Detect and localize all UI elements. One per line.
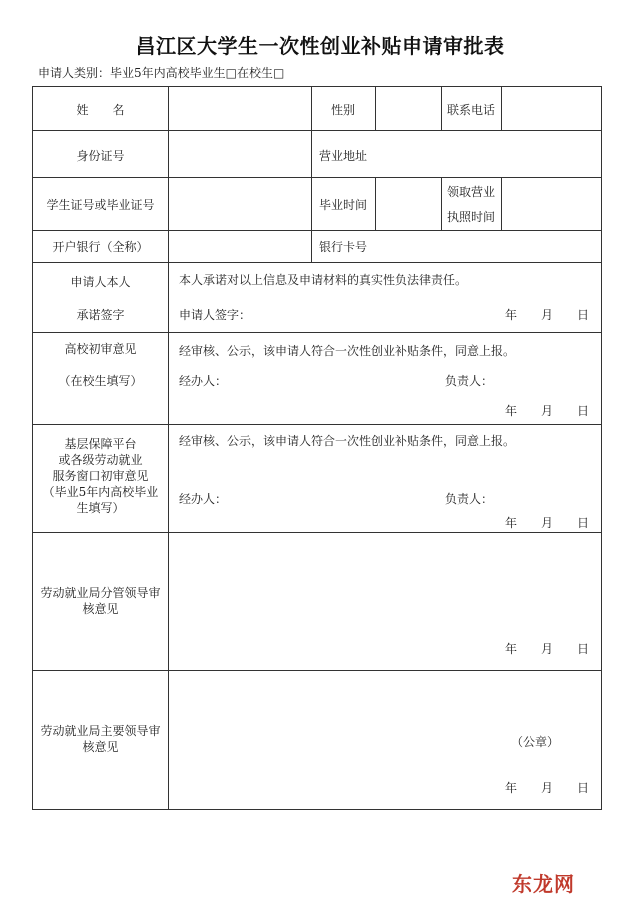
grassroots-review-label: 基层保障平台 或各级劳动就业 服务窗口初审意见 （毕业5年内高校毕业 生填写） bbox=[42, 437, 159, 515]
grassroots-handler-field[interactable]: 经办人： bbox=[179, 492, 228, 506]
name-label: 姓 名 bbox=[76, 103, 125, 117]
school-responsible-field[interactable]: 负责人： bbox=[445, 374, 494, 388]
pledge-date: 年 月 日 bbox=[505, 308, 590, 322]
bank-label: 开户银行（全称） bbox=[52, 240, 149, 254]
bureau-deputy-review-date: 年 月 日 bbox=[505, 642, 590, 656]
page-title: 昌江区大学生一次性创业补贴申请审批表 bbox=[135, 34, 505, 58]
row-divider bbox=[33, 230, 601, 231]
bureau-deputy-review-label: 劳动就业局分管领导审核意见 bbox=[40, 586, 161, 616]
row-divider bbox=[33, 177, 601, 178]
license-time-label-line1: 领取营业 bbox=[446, 185, 495, 199]
grassroots-review-date: 年 月 日 bbox=[505, 516, 590, 530]
student-no-label: 学生证号或毕业证号 bbox=[46, 198, 155, 212]
applicant-type-line[interactable]: 申请人类别：毕业5年内高校毕业生□在校生□ bbox=[38, 66, 285, 80]
pledge-label-line2: 承诺签字 bbox=[76, 308, 125, 322]
row-divider bbox=[33, 532, 601, 533]
col-divider bbox=[168, 87, 169, 809]
phone-label: 联系电话 bbox=[446, 103, 495, 117]
col-divider bbox=[375, 177, 376, 230]
row-divider bbox=[33, 262, 601, 263]
site-watermark: 东龙网 bbox=[512, 872, 575, 896]
col-divider bbox=[501, 177, 502, 230]
gender-label: 性别 bbox=[330, 103, 355, 117]
pledge-label-line1: 申请人本人 bbox=[70, 275, 131, 289]
row-divider bbox=[33, 670, 601, 671]
school-review-date: 年 月 日 bbox=[505, 404, 590, 418]
pledge-statement: 本人承诺对以上信息及申请材料的真实性负法律责任。 bbox=[179, 273, 468, 287]
grassroots-responsible-field[interactable]: 负责人： bbox=[445, 492, 494, 506]
business-address-label: 营业地址 bbox=[318, 149, 367, 163]
school-review-label-line1: 高校初审意见 bbox=[64, 342, 137, 356]
graduation-time-label: 毕业时间 bbox=[318, 198, 367, 212]
col-divider bbox=[375, 87, 376, 130]
grassroots-review-opinion: 经审核、公示，该申请人符合一次性创业补贴条件，同意上报。 bbox=[179, 434, 516, 448]
application-form-table bbox=[32, 86, 602, 810]
row-divider bbox=[33, 424, 601, 425]
id-label: 身份证号 bbox=[76, 149, 125, 163]
school-review-opinion: 经审核、公示，该申请人符合一次性创业补贴条件，同意上报。 bbox=[179, 344, 516, 358]
applicant-signature-field[interactable]: 申请人签字： bbox=[179, 308, 252, 322]
school-handler-field[interactable]: 经办人： bbox=[179, 374, 228, 388]
official-seal-placeholder: （公章） bbox=[511, 735, 560, 749]
bureau-main-review-date: 年 月 日 bbox=[505, 781, 590, 795]
row-divider bbox=[33, 130, 601, 131]
school-review-label-line2: （在校生填写） bbox=[58, 374, 143, 388]
license-time-label-line2: 执照时间 bbox=[446, 210, 495, 224]
row-divider bbox=[33, 332, 601, 333]
col-divider bbox=[501, 87, 502, 130]
bureau-main-review-label: 劳动就业局主要领导审核意见 bbox=[40, 724, 161, 754]
bank-card-label: 银行卡号 bbox=[318, 240, 367, 254]
